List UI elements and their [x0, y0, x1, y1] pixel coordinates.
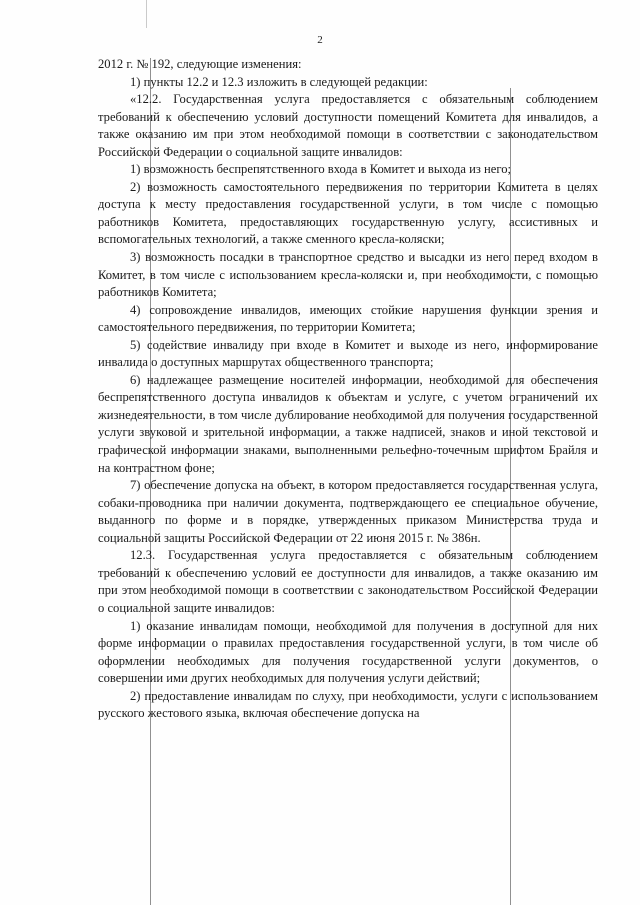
- paragraph: 3) возможность посадки в транспортное средство и высадки из него перед входом в Комитет, в том числе с использованием кресла-коляски и, при необходимости, с помощью работников Комитета;: [98, 250, 598, 300]
- paragraph: 2) предоставление инвалидам по слуху, при необходимости, услуги с использованием русского жестового языка, включая обеспечение допуска на: [98, 688, 598, 721]
- page-number: 2: [317, 34, 323, 46]
- paragraph: 7) обеспечение допуска на объект, в котором предоставляется государственная услуга, собаки-проводника при наличии документа, подтверждающего ее специальное обучение, выданного по форме и в порядке, утвержденных приказом Министерства труда и социальной защиты Российской Федерации от 22 июня 2015 г. № 386н.: [98, 478, 598, 545]
- paragraph: 12.3. Государственная услуга предоставляется с обязательным соблюдением требований к обеспечению условий ее доступности для инвалидов, а также оказанию им при этом необходимой помощи в соответствии с законодательством Российской Федерации о социальной защите инвалидов:: [98, 548, 598, 615]
- paragraph: 2) возможность самостоятельного передвижения по территории Комитета в целях доступа к месту предоставления государственной услуги, в том числе с помощью работников Комитета, предоставляющих государственную услугу, ассистивных и вспомогательных технологий, а также сменного кресла-коляски;: [98, 179, 598, 247]
- scan-artifact-line: [146, 0, 147, 28]
- paragraph: 1) возможность беспрепятственного входа в Комитет и выхода из него;: [130, 162, 512, 177]
- paragraph: 1) пункты 12.2 и 12.3 изложить в следующей редакции:: [130, 74, 428, 89]
- paragraph: «12.2. Государственная услуга предоставляется с обязательным соблюдением требований к обеспечению условий доступности помещений Комитета для инвалидов, а также оказанию им при этом необходимой помощи в соответствии с законодательством Российской Федерации о социальной защите инвалидов:: [98, 92, 598, 159]
- paragraph: 4) сопровождение инвалидов, имеющих стойкие нарушения функции зрения и самостоятельного передвижения, по территории Комитета;: [98, 302, 598, 335]
- paragraph: 6) надлежащее размещение носителей информации, необходимой для обеспечения беспрепятственного доступа инвалидов к объектам и услуге, с учетом ограничений их жизнедеятельности, в том числе дублирование необходимой для получения государственной услуги звуковой и зрительной информации, а также надписей, знаков и иной текстовой и графической информации знаками, выполненными рельефно-точечным шрифтом Брайля и на контрастном фоне;: [98, 372, 598, 475]
- paragraph: 2012 г. № 192, следующие изменения:: [98, 57, 302, 71]
- document-body: [98, 56, 598, 723]
- paragraph: 1) оказание инвалидам помощи, необходимой для получения в доступной для них форме информации о правилах предоставления государственной услуги, в том числе об оформлении необходимых для получения государственной услуги документов, о совершении ими других необходимых для получения услуги действий;: [98, 618, 598, 686]
- paragraph: 5) содействие инвалиду при входе в Комитет и выходе из него, информирование инвалида о доступных маршрутах общественного транспорта;: [98, 337, 598, 370]
